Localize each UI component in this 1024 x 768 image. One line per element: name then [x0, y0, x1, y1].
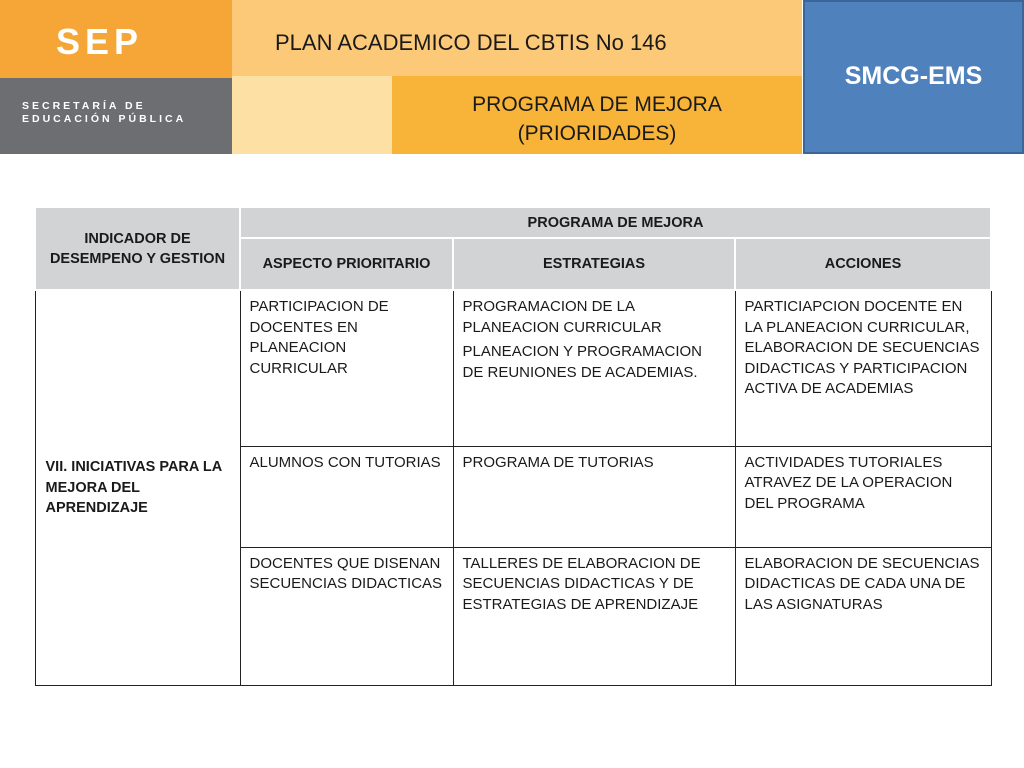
action-cell: PARTICIAPCION DOCENTE EN LA PLANEACION CURRICULAR, ELABORACION DE SECUENCIAS DIDACTICAS Y PARTICIPACION ACTIVA DE ACADEMIAS [735, 290, 991, 446]
strategy-item: PLANEACION Y PROGRAMACION DE REUNIONES DE ACADEMIAS. [462, 343, 703, 381]
aspect-cell: PARTICIPACION DE DOCENTES EN PLANEACION CURRICULAR [240, 290, 453, 446]
sep-subtitle-line1: SECRETARÍA DE [22, 100, 146, 112]
indicator-cell: VII. INICIATIVAS PARA LA MEJORA DEL APRENDIZAJE [35, 290, 240, 685]
action-cell: ACTIVIDADES TUTORIALES ATRAVEZ DE LA OPERACION DEL PROGRAMA [735, 446, 991, 547]
table-row [35, 290, 991, 446]
aspect-cell: DOCENTES QUE DISENAN SECUENCIAS DIDACTICAS [240, 547, 453, 685]
program-subtitle [392, 90, 802, 148]
strategy-cell: PROGRAMA DE TUTORIAS [453, 446, 735, 547]
smcg-badge: SMCG-EMS [844, 62, 983, 90]
decorative-block [232, 76, 392, 154]
improvement-plan-table [34, 206, 992, 686]
sep-subtitle-line2: EDUCACIÓN PÚBLICA [22, 113, 187, 125]
strategy-item: PROGRAMACION DE LA PLANEACION CURRICULAR [462, 298, 662, 336]
program-subtitle-line2: (PRIORIDADES) [517, 122, 677, 145]
strategy-cell [453, 290, 735, 446]
sep-logo-text: SEP [56, 21, 144, 62]
header-aspect: ASPECTO PRIORITARIO [240, 238, 453, 290]
aspect-cell: ALUMNOS CON TUTORIAS [240, 446, 453, 547]
header-indicator: INDICADOR DE DESEMPENO Y GESTION [35, 207, 240, 290]
sep-subtitle-text [22, 100, 186, 126]
header-strategies: ESTRATEGIAS [453, 238, 735, 290]
program-subtitle-line1: PROGRAMA DE MEJORA [472, 93, 722, 116]
action-cell: ELABORACION DE SECUENCIAS DIDACTICAS DE CADA UNA DE LAS ASIGNATURAS [735, 547, 991, 685]
header-actions: ACCIONES [735, 238, 991, 290]
header-program-group: PROGRAMA DE MEJORA [240, 207, 991, 238]
strategy-cell: TALLERES DE ELABORACION DE SECUENCIAS DIDACTICAS Y DE ESTRATEGIAS DE APRENDIZAJE [453, 547, 735, 685]
page-title: PLAN ACADEMICO DEL CBTIS No 146 [275, 30, 667, 55]
